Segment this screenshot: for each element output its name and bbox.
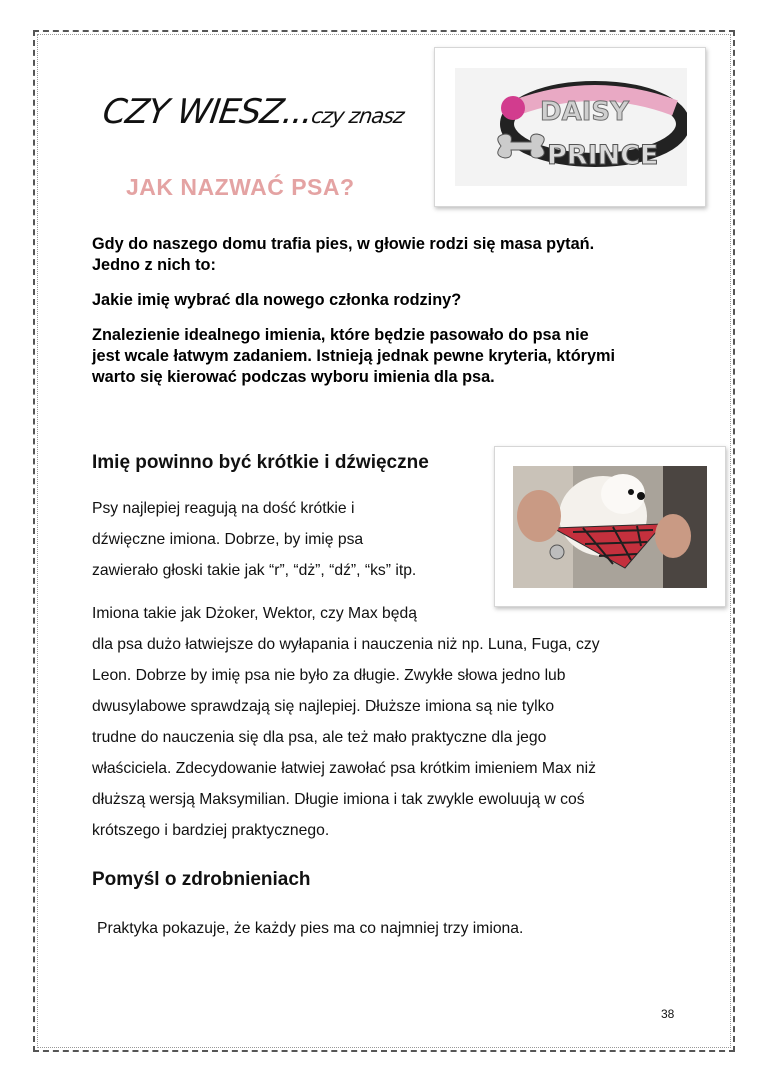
page-number: 38 [661,1007,675,1021]
body-line: dwusylabowe sprawdzają się najlepiej. Dłuższe imiona są nie tylko [92,698,555,715]
body-line: trudne do nauczenia się dla psa, ale też mało praktyczne dla jego [92,729,547,746]
header-script [100,92,407,132]
body-line: krótszego i bardziej praktycznego. [92,822,330,839]
intro-paragraph-2 [92,290,692,311]
body-line: Psy najlepiej reagują na dość krótkie i [92,500,355,517]
dog-tag-icon [550,545,564,559]
header-script-small: czy znasz [309,104,406,128]
page-title: JAK NAZWAĆ PSA? [126,174,355,200]
body-line: właściciela. Zdecydowanie łatwiej zawołać psa krótkim imieniem Max niż [92,760,596,777]
body-line: Leon. Dobrze by imię psa nie było za długie. Zwykłe słowa jedno lub [92,667,566,684]
dog-illustration [513,466,707,588]
body-line: zawierało głoski takie jak “r”, “dż”, “dź”, “ks” itp. [92,562,417,579]
collar-image [455,68,687,186]
intro-line: Jakie imię wybrać dla nowego członka rodziny? [92,291,462,309]
collar-photo [434,47,706,207]
intro-line: Znalezienie idealnego imienia, które będzie pasowało do psa nie [92,326,589,344]
intro-line: jest wcale łatwym zadaniem. Istnieją jednak pewne kryteria, którymi [92,347,616,365]
dog-image [513,466,707,588]
collar-text-bottom: PRINCE [547,140,659,171]
section-heading-diminutives: Pomyśl o zdrobnieniach [92,869,311,890]
body-line: Imiona takie jak Dżoker, Wektor, czy Max będą [92,605,417,622]
section1-column-text [92,493,492,586]
section-heading-short-names: Imię powinno być krótkie i dźwięczne [92,452,429,473]
section1-main-text [92,598,702,846]
collar-illustration [455,68,687,186]
header-script-big: CZY WIESZ... [100,92,315,132]
intro-line: Jedno z nich to: [92,256,216,274]
pink-gem-icon [501,96,525,120]
collar-text-top: DAISY [540,97,629,127]
intro-line: warto się kierować podczas wyboru imienia dla psa. [92,368,495,386]
intro-paragraph-1 [92,234,692,276]
intro-text [92,234,692,402]
body-line: dla psa dużo łatwiejsze do wyłapania i nauczenia niż np. Luna, Fuga, czy [92,636,600,653]
intro-line: Gdy do naszego domu trafia pies, w głowie rodzi się masa pytań. [92,235,595,253]
body-line: dźwięczne imiona. Dobrze, by imię psa [92,531,364,548]
body-line: dłuższą wersją Maksymilian. Długie imiona i tak zwykle ewoluują w coś [92,791,585,808]
dog-photo [494,446,726,607]
intro-paragraph-3 [92,325,692,388]
section2-text: Praktyka pokazuje, że każdy pies ma co najmniej trzy imiona. [97,920,524,937]
